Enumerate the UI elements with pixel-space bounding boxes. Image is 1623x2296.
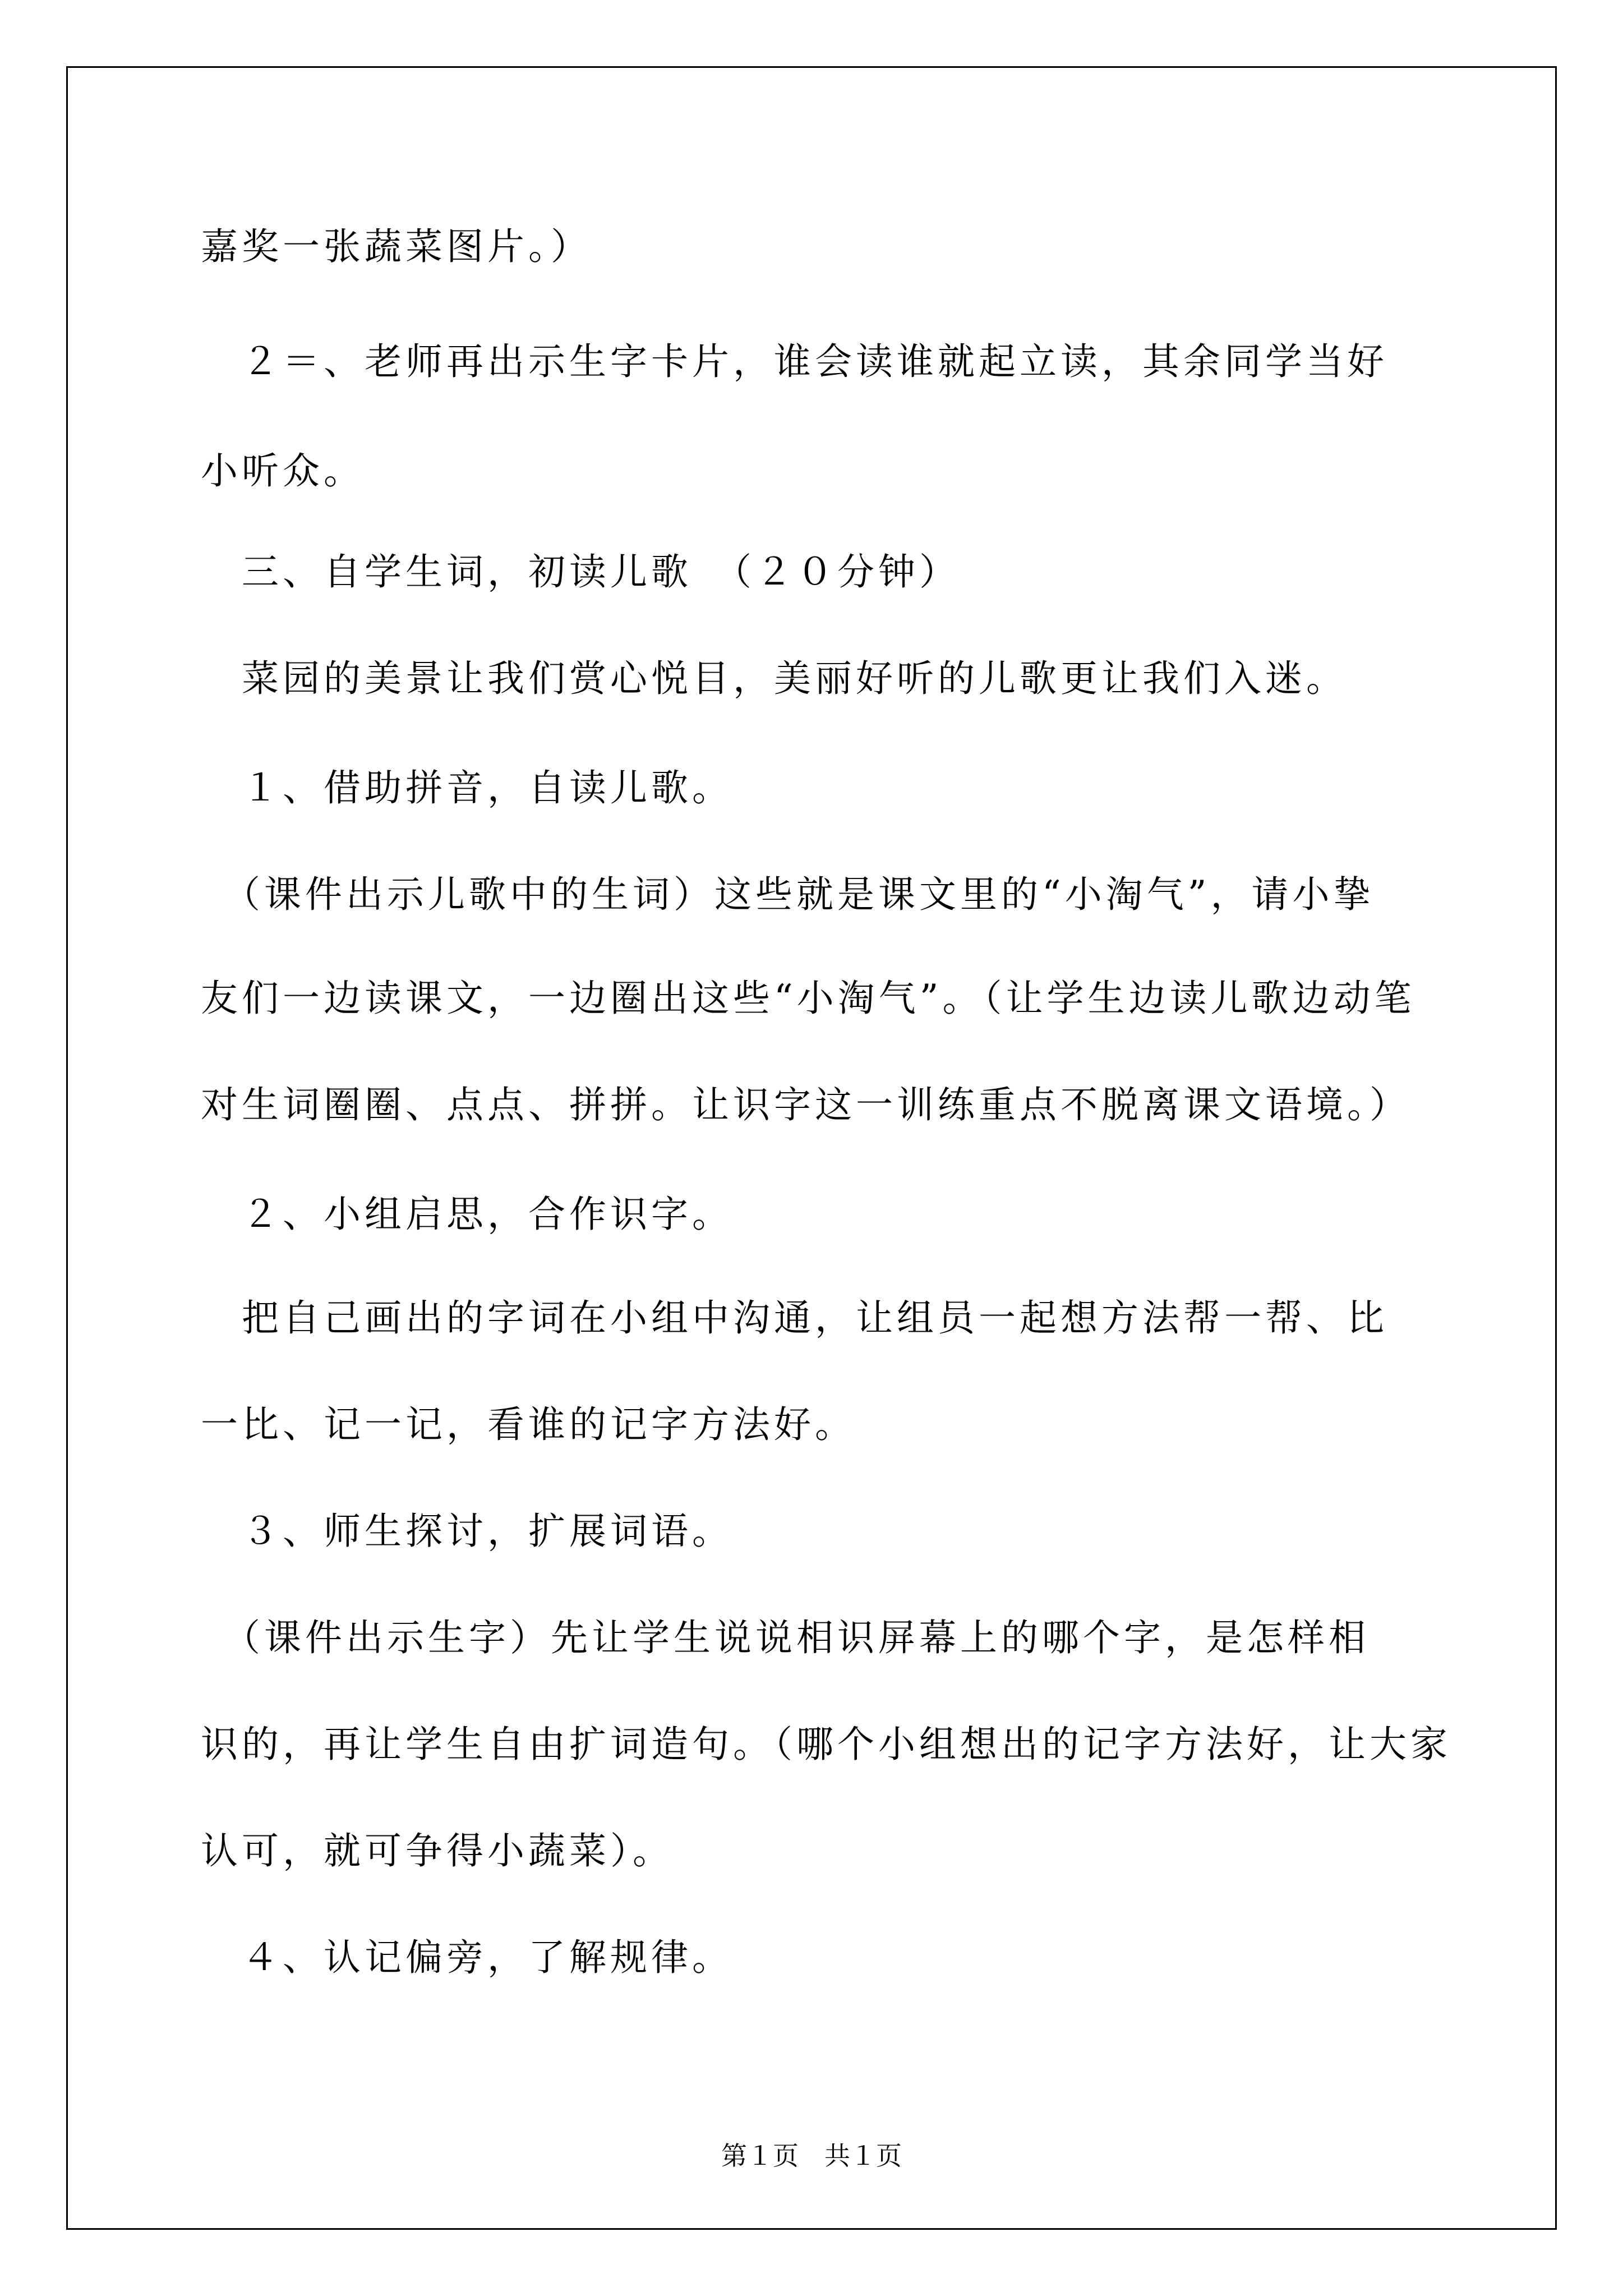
text-line-8: 友们一边读课文，一边圈出这些“小淘气”。（让学生边读儿歌边动笔 bbox=[201, 977, 1415, 1020]
text-line-4: 三、自学生词，初读儿歌 （２０分钟） bbox=[201, 550, 960, 593]
text-line-13: ３、师生探讨，扩展词语。 bbox=[201, 1510, 733, 1553]
text-line-11: 把自己画出的字词在小组中沟通，让组员一起想方法帮一帮、比 bbox=[201, 1296, 1388, 1340]
text-line-14: （课件出示生字）先让学生说说相识屏幕上的哪个字，是怎样相 bbox=[201, 1616, 1370, 1659]
text-line-15: 识的，再让学生自由扩词造句。（哪个小组想出的记字方法好，让大家 bbox=[201, 1723, 1451, 1766]
text-line-7: （课件出示儿歌中的生词）这些就是课文里的“小淘气”，请小挚 bbox=[201, 873, 1375, 916]
text-line-5: 菜园的美景让我们赏心悦目，美丽好听的儿歌更让我们入迷。 bbox=[201, 657, 1347, 700]
page-border bbox=[66, 66, 1557, 2230]
text-line-1: 嘉奖一张蔬菜图片。） bbox=[201, 225, 592, 268]
page-number: 第１页 共１页 bbox=[721, 2141, 902, 2171]
text-line-2: ２＝、老师再出示生字卡片，谁会读谁就起立读，其余同学当好 bbox=[201, 340, 1388, 383]
text-line-17: ４、认记偏旁，了解规律。 bbox=[201, 1936, 733, 1979]
text-line-16: 认可，就可争得小蔬菜）。 bbox=[201, 1829, 674, 1872]
text-line-3: 小听众。 bbox=[201, 449, 365, 493]
text-line-12: 一比、记一记，看谁的记字方法好。 bbox=[201, 1403, 856, 1446]
text-line-9: 对生词圈圈、点点、拼拼。让识字这一训练重点不脱离课文语境。） bbox=[201, 1083, 1410, 1126]
text-line-6: １、借助拼音，自读儿歌。 bbox=[201, 766, 733, 809]
text-line-10: ２、小组启思，合作识字。 bbox=[201, 1193, 733, 1236]
